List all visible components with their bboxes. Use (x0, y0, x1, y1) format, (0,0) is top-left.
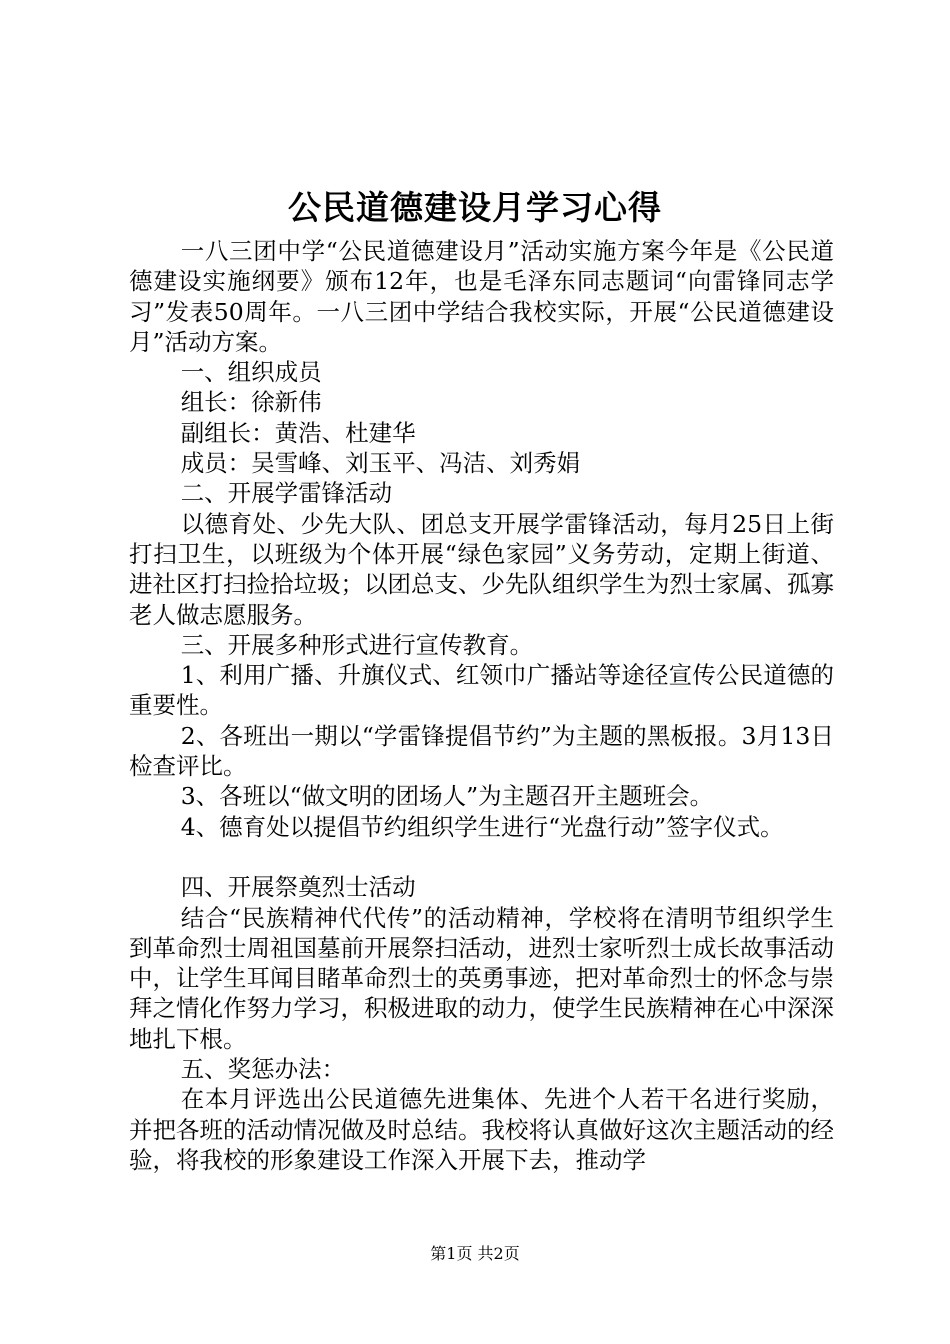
section-heading-4: 四、开展祭奠烈士活动 (180, 873, 416, 902)
paragraph-vice-leader: 副组长：黄浩、杜建华 (180, 418, 416, 447)
paragraph-item-3: 3、各班以“做文明的团场人”为主题召开主题班会。 (180, 782, 714, 811)
paragraph-leader: 组长：徐新伟 (180, 388, 322, 417)
blank-line (129, 842, 834, 872)
paragraph-leifeng-activity: 以德育处、少先大队、团总支开展学雷锋活动，每月25日上街打扫卫生，以班级为个体开展“绿色家园”义务劳动，定期上街道、进社区打扫捡拾垃圾；以团总支、少先队组织学生为烈士家属、孤寡老人做志愿服务。 (129, 509, 834, 629)
paragraph-members: 成员：吴雪峰、刘玉平、冯洁、刘秀娟 (180, 449, 581, 478)
paragraph-martyrs-activity: 结合“民族精神代代传”的活动精神，学校将在清明节组织学生到革命烈士周祖国墓前开展祭扫活动，进烈士家听烈士成长故事活动中，让学生耳闻目睹革命烈士的英勇事迹，把对革命烈士的怀念与崇拜之情化作努力学习，积极进取的动力，使学生民族精神在心中深深地扎下根。 (129, 903, 834, 1053)
document-body (129, 236, 834, 1175)
section-heading-5: 五、奖惩办法： (180, 1055, 346, 1084)
paragraph-intro: 一八三团中学“公民道德建设月”活动实施方案今年是《公民道德建设实施纲要》颁布12年，也是毛泽东同志题词“向雷锋同志学习”发表50周年。一八三团中学结合我校实际，开展“公民道德建设月”活动方案。 (129, 237, 834, 356)
section-heading-1: 一、组织成员 (180, 358, 322, 387)
paragraph-item-1: 1、利用广播、升旗仪式、红领巾广播站等途径宣传公民道德的重要性。 (129, 661, 834, 720)
paragraph-rewards: 在本月评选出公民道德先进集体、先进个人若干名进行奖励，并把各班的活动情况做及时总结。我校将认真做好这次主题活动的经验，将我校的形象建设工作深入开展下去，推动学 (129, 1085, 834, 1174)
paragraph-item-2: 2、各班出一期以“学雷锋提倡节约”为主题的黑板报。3月13日检查评比。 (129, 721, 834, 781)
section-heading-2: 二、开展学雷锋活动 (180, 479, 393, 508)
page-footer: 第1页 共2页 (430, 1244, 520, 1263)
section-heading-3: 三、开展多种形式进行宣传教育。 (180, 630, 534, 659)
paragraph-item-4: 4、德育处以提倡节约组织学生进行“光盘行动”签字仪式。 (180, 812, 784, 841)
document-title: 公民道德建设月学习心得 (288, 188, 662, 227)
